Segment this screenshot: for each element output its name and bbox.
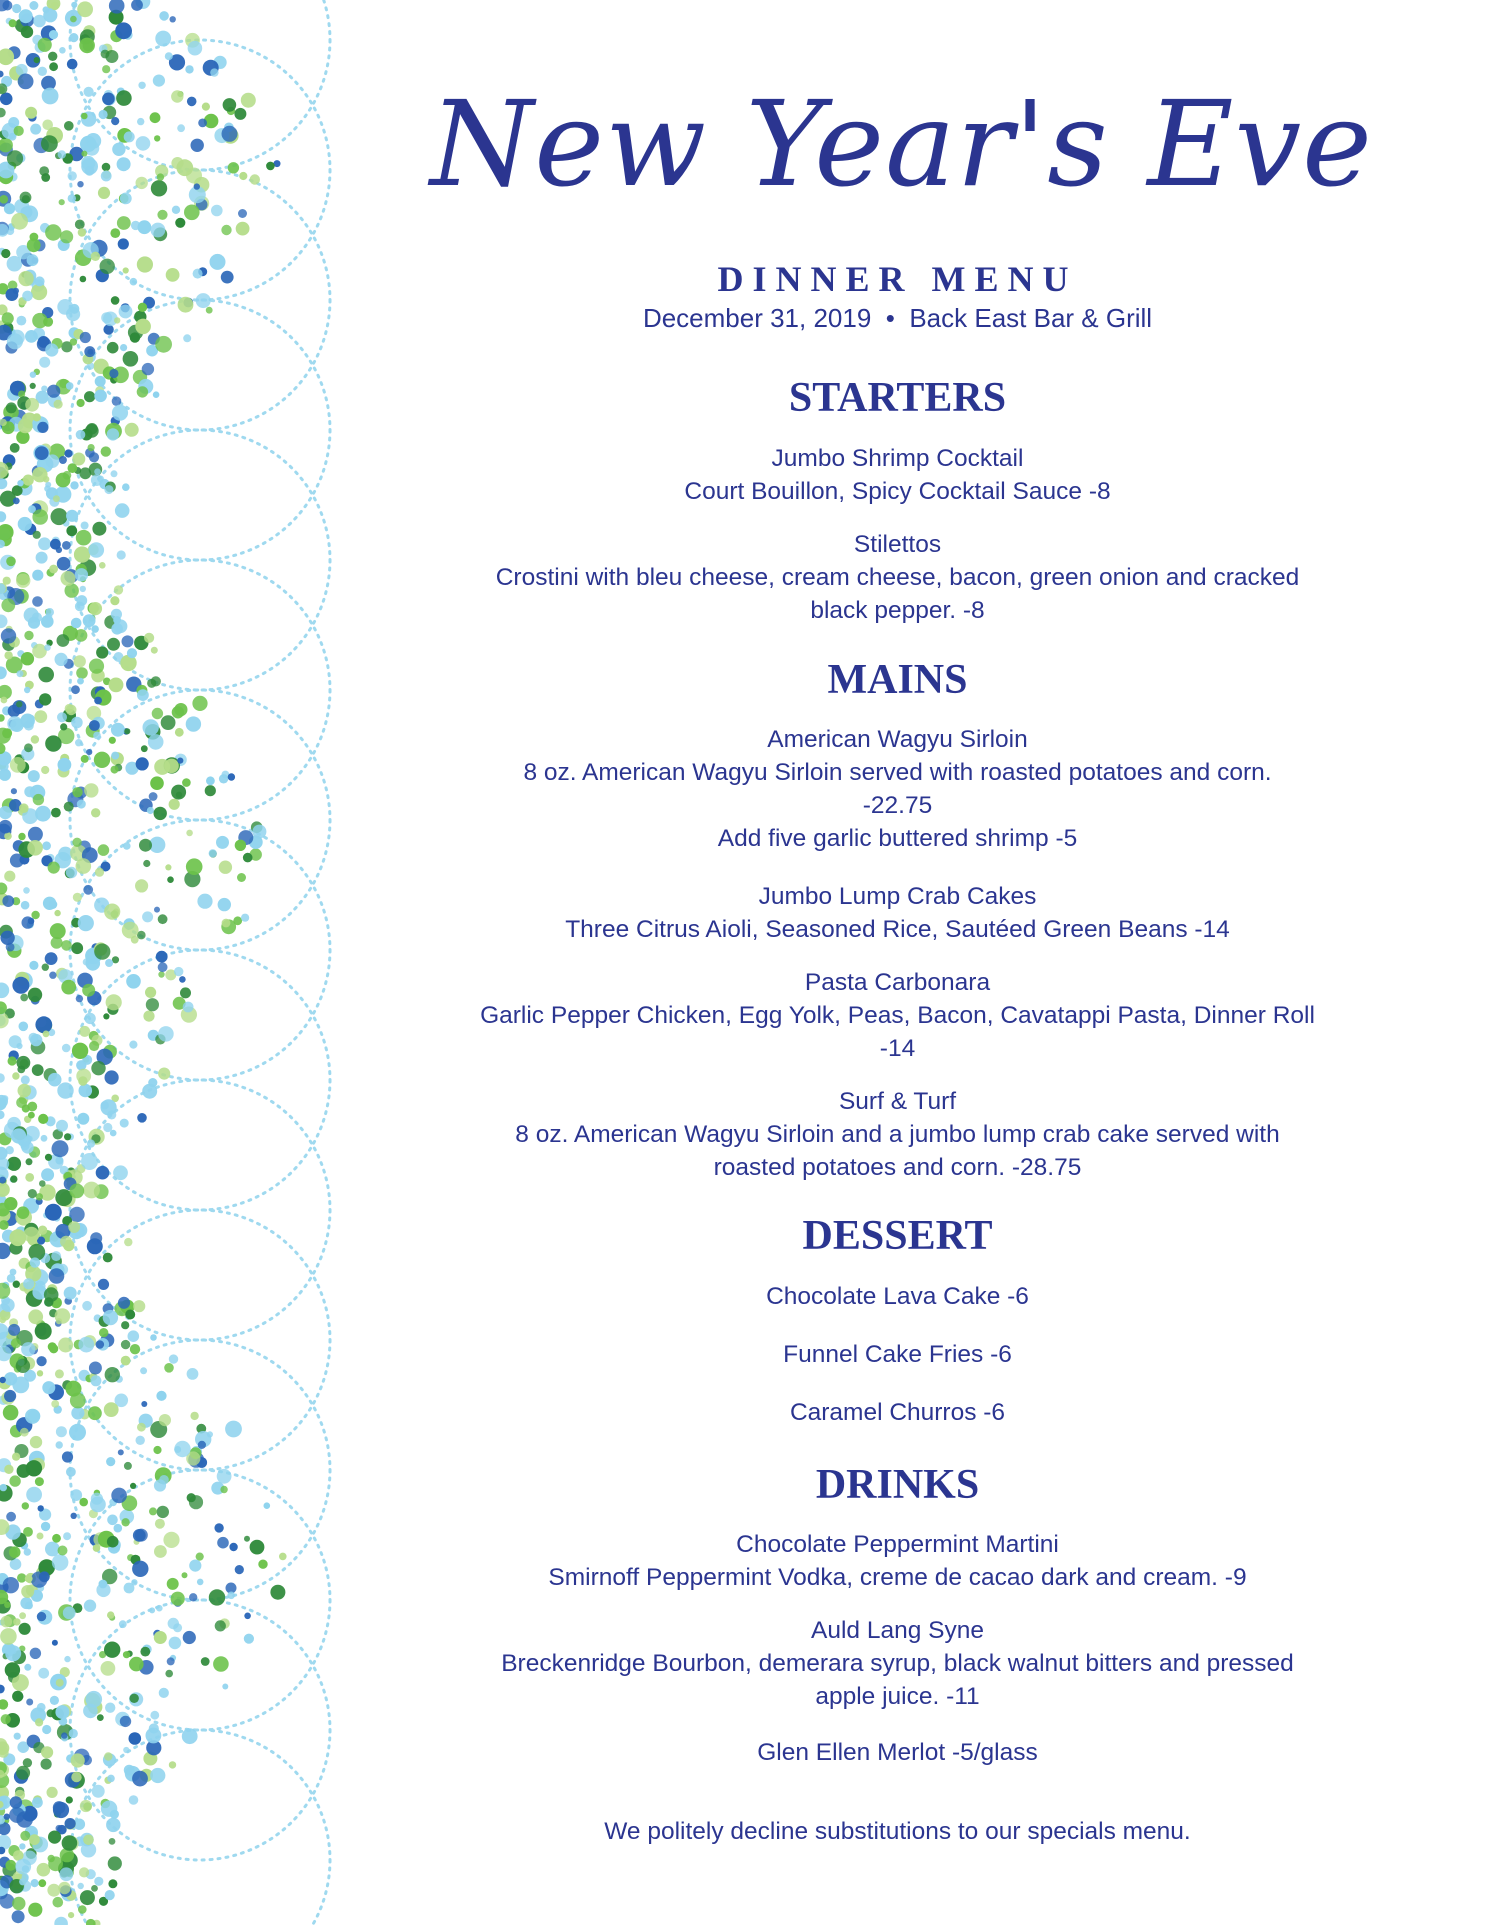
section-heading-drinks: DRINKS (815, 1462, 980, 1508)
item-name: Caramel Churros -6 (789, 1399, 1006, 1426)
menu-item (430, 723, 1365, 855)
footer-note: We politely decline substitutions to our specials menu. (604, 1818, 1191, 1845)
item-name: Glen Ellen Merlot -5/glass (757, 1739, 1038, 1766)
menu-item (430, 1396, 1365, 1429)
menu-dateline (430, 303, 1365, 334)
menu-date: December 31, 2019 (642, 303, 872, 333)
item-name: Jumbo Lump Crab Cakes (758, 883, 1037, 910)
item-name: American Wagyu Sirloin (767, 726, 1028, 753)
item-name: Surf & Turf (838, 1088, 957, 1115)
item-name: Jumbo Shrimp Cocktail (771, 445, 1024, 472)
item-name: Stilettos (853, 531, 942, 558)
menu-item (430, 1085, 1365, 1184)
item-name: Funnel Cake Fries -6 (783, 1341, 1012, 1368)
section-heading-dessert: DESSERT (802, 1213, 993, 1259)
item-description: Breckenridge Bourbon, demerara syrup, black walnut bitters and pressed (501, 1650, 1294, 1677)
item-description: Three Citrus Aioli, Seasoned Rice, Sautéed Green Beans -14 (565, 916, 1230, 943)
item-description-cont: apple juice. -11 (815, 1683, 980, 1710)
menu-item (430, 1614, 1365, 1713)
section-starters (430, 373, 1365, 423)
section-mains (430, 655, 1365, 705)
item-description: Crostini with bleu cheese, cream cheese, bacon, green onion and cracked (495, 564, 1300, 591)
item-description: Court Bouillon, Spicy Cocktail Sauce -8 (684, 478, 1111, 505)
item-addon: Add five garlic buttered shrimp -5 (717, 825, 1078, 852)
item-name: Pasta Carbonara (804, 969, 991, 996)
confetti-border-decoration (0, 0, 340, 1925)
item-description: Garlic Pepper Chicken, Egg Yolk, Peas, Bacon, Cavatappi Pasta, Dinner Roll (480, 1002, 1315, 1029)
item-name: Auld Lang Syne (811, 1617, 984, 1644)
item-name: Chocolate Lava Cake -6 (766, 1283, 1029, 1310)
item-description-cont: roasted potatoes and corn. -28.75 (713, 1154, 1082, 1181)
item-price: -22.75 (862, 792, 933, 819)
menu-subtitle: DINNER MENU (717, 259, 1078, 299)
menu-item (430, 880, 1365, 946)
section-dessert (430, 1211, 1365, 1261)
item-description: Smirnoff Peppermint Vodka, creme de cacao dark and cream. -9 (548, 1564, 1247, 1591)
menu-title: New Year's Eve (430, 75, 1373, 213)
menu-item (430, 1528, 1365, 1594)
menu-item (430, 1338, 1365, 1371)
menu-item (430, 1280, 1365, 1313)
item-description: 8 oz. American Wagyu Sirloin and a jumbo lump crab cake served with (515, 1121, 1280, 1148)
section-heading-starters: STARTERS (788, 375, 1007, 421)
item-description-cont: black pepper. -8 (810, 597, 985, 624)
dateline-separator: • (885, 303, 895, 333)
menu-item (430, 1736, 1365, 1769)
menu-item (430, 966, 1365, 1065)
section-heading-mains: MAINS (827, 657, 968, 703)
menu-item (430, 528, 1365, 627)
item-price: -14 (879, 1035, 916, 1062)
item-description: 8 oz. American Wagyu Sirloin served with roasted potatoes and corn. (523, 759, 1272, 786)
menu-item (430, 442, 1365, 508)
menu-venue: Back East Bar & Grill (909, 303, 1153, 333)
item-name: Chocolate Peppermint Martini (736, 1531, 1059, 1558)
section-drinks (430, 1460, 1365, 1510)
